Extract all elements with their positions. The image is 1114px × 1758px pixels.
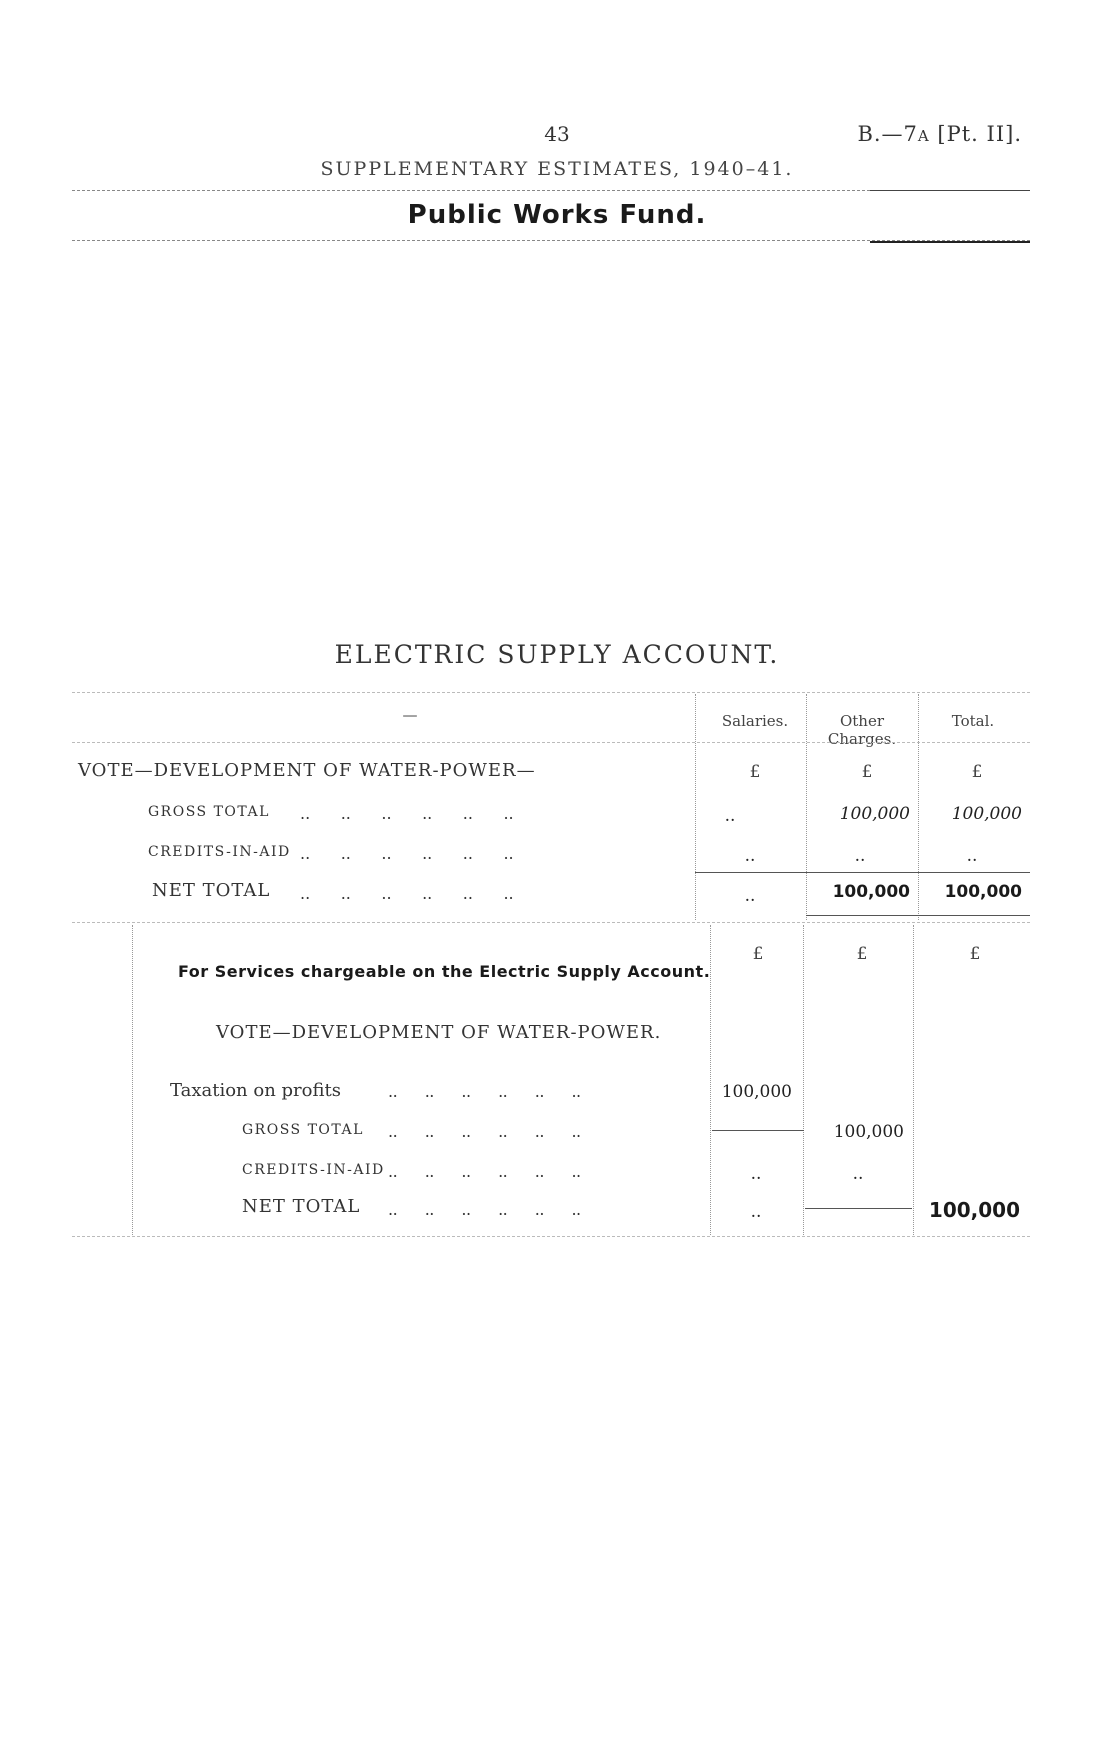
currency-salaries: £ (749, 762, 761, 782)
fund-title (0, 200, 1114, 230)
leader-dots: .. .. .. .. .. .. (388, 1200, 581, 1219)
running-title: SUPPLEMENTARY ESTIMATES, 1940–41. (320, 158, 794, 180)
credits-in-aid-label: CREDITS-IN-AID (148, 844, 291, 860)
detail-gross-total-amount: 100,000 (833, 1122, 904, 1142)
header-rule-top-solid (870, 190, 1030, 191)
document-reference (857, 122, 1022, 146)
detail-net-col1: .. (750, 1202, 762, 1222)
column-header-salaries: Salaries. (721, 712, 789, 730)
table-top-rule (72, 692, 1030, 693)
gross-total-salaries: .. (724, 806, 736, 826)
col-divider-2 (806, 694, 807, 920)
net-total-upper-rule (695, 872, 1030, 873)
doc-ref-suffix: A (917, 127, 930, 145)
net-total-total: 100,000 (944, 882, 1022, 902)
net-total-other: 100,000 (832, 882, 910, 902)
fund-title-text: Public Works Fund. (407, 200, 707, 230)
leader-dots: .. .. .. .. .. .. (388, 1122, 581, 1141)
detail-currency-2: £ (856, 944, 868, 964)
leader-dots: .. .. .. .. .. .. (300, 804, 514, 823)
detail-gross-total-label: GROSS TOTAL (242, 1122, 364, 1138)
detail-col-divider-3 (913, 925, 914, 1235)
detail-net-total-label: NET TOTAL (242, 1196, 361, 1217)
detail-col-divider-2 (803, 925, 804, 1235)
column-header-other-charges: Other Charges. (827, 712, 897, 748)
currency-total: £ (971, 762, 983, 782)
detail-currency-3: £ (969, 944, 981, 964)
detail-credits-col2: .. (852, 1164, 864, 1184)
gross-total-other: 100,000 (839, 804, 910, 824)
taxation-amount: 100,000 (721, 1082, 792, 1102)
gross-total-rule (712, 1130, 804, 1131)
doc-ref-part: [Pt. II]. (929, 122, 1022, 146)
leader-dots: .. .. .. .. .. .. (388, 1162, 581, 1181)
col-divider-1 (695, 694, 696, 920)
credits-in-aid-other: .. (854, 846, 866, 866)
net-total-lower-rule (806, 915, 1030, 916)
gross-total-total: 100,000 (951, 804, 1022, 824)
taxation-label: Taxation on profits (170, 1080, 341, 1101)
column-header-label: — (402, 706, 418, 724)
detail-vote-title: VOTE—DEVELOPMENT OF WATER-POWER. (216, 1022, 662, 1043)
services-heading: For Services chargeable on the Electric Supply Account. (178, 962, 711, 981)
detail-left-border (132, 925, 133, 1235)
detail-credits-col1: .. (750, 1164, 762, 1184)
page-number: 43 (544, 122, 570, 146)
leader-dots: .. .. .. .. .. .. (388, 1082, 581, 1101)
summary-bottom-rule (72, 922, 1030, 923)
net-total-label: NET TOTAL (152, 880, 271, 901)
header-rule-bottom-solid (870, 241, 1030, 243)
detail-credits-in-aid-label: CREDITS-IN-AID (242, 1162, 385, 1178)
credits-in-aid-salaries: .. (744, 846, 756, 866)
gross-total-label: GROSS TOTAL (148, 804, 270, 820)
section-title: ELECTRIC SUPPLY ACCOUNT. (334, 640, 780, 669)
column-header-total: Total. (951, 712, 995, 730)
leader-dots: .. .. .. .. .. .. (300, 884, 514, 903)
detail-currency-1: £ (752, 944, 764, 964)
header-bottom-rule (72, 742, 1030, 743)
currency-other: £ (861, 762, 873, 782)
credits-in-aid-total: .. (966, 846, 978, 866)
doc-ref-main: B.—7 (857, 122, 918, 146)
net-total-salaries: .. (744, 886, 756, 906)
vote-title: VOTE—DEVELOPMENT OF WATER-POWER— (78, 760, 536, 781)
leader-dots: .. .. .. .. .. .. (300, 844, 514, 863)
detail-bottom-rule (72, 1236, 1030, 1237)
col-divider-3 (918, 694, 919, 920)
net-total-column-rule (805, 1208, 912, 1209)
detail-net-total: 100,000 (928, 1198, 1020, 1222)
